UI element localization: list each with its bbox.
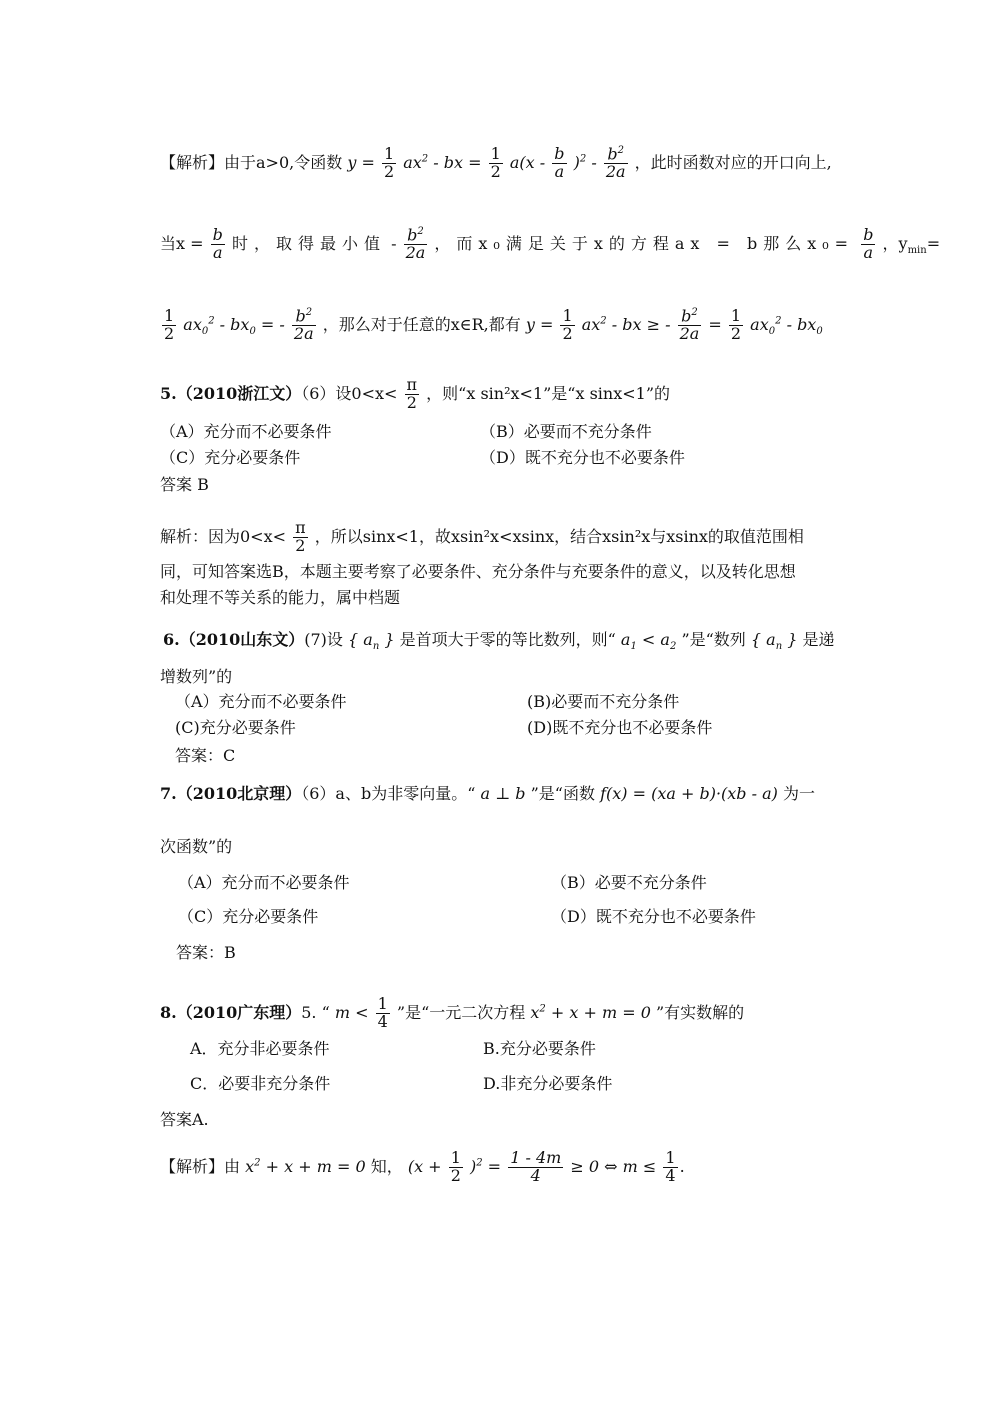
analysis4-min-text: 时，取得最小值: [231, 233, 386, 253]
q7-option-c: （C）充分必要条件: [178, 907, 319, 926]
q8-analysis-a: 【解析】由: [160, 1156, 241, 1176]
formula-quadratic: $x^2 + x + m = 0$: [245, 1156, 366, 1176]
q6-stem-d: 是递: [802, 630, 835, 649]
minus-sign: -: [391, 233, 397, 253]
denominator: 2: [295, 535, 306, 555]
analysis4-suffix: ，此时函数对应的开口向上,: [634, 152, 832, 172]
fraction-discriminant: $\frac{1 - 4m}{4}$: [510, 1148, 562, 1185]
fraction-quarter: $\frac{1}{4}$: [665, 1148, 676, 1185]
fraction-half: $\frac{1}{2}$: [730, 306, 742, 343]
period: .: [679, 1156, 685, 1176]
fraction-b2-over-2a: $\frac{b^2}{2a}$: [679, 306, 700, 344]
fraction-pi-over-2: [293, 520, 308, 555]
question-number: 8.: [160, 1002, 177, 1022]
q6-stem-c: ”是“数列: [681, 630, 746, 649]
question-source: （2010浙江文）: [176, 383, 302, 403]
fraction-half: $\frac{1}{2}$: [383, 144, 395, 181]
q8-option-b: B.充分必要条件: [483, 1039, 596, 1058]
formula-a-x: a(x -: [509, 152, 546, 172]
q7-option-b: （B）必要不充分条件: [551, 873, 707, 892]
q7-answer: 答案：B: [176, 943, 236, 962]
q8-option-d: D.非充分必要条件: [483, 1074, 613, 1093]
formula-m-lt: m <: [334, 1002, 369, 1022]
q5-analysis-line1: [160, 520, 804, 555]
fraction-b2-over-2a: $\frac{b^2}{2a}$: [293, 306, 314, 344]
analysis4-prefix: 【解析】由于a>0,令函数: [160, 152, 343, 172]
formula-ax0: $ax_0^2 - bx_0$ = -: [183, 314, 285, 338]
q5-analysis-line3: 和处理不等关系的能力，属中档题: [160, 588, 401, 607]
q8-stem: [160, 996, 744, 1031]
q7-stem-c: 为一: [782, 784, 815, 803]
question-source: （2010广东理）: [176, 1002, 302, 1022]
formula-ax2-bx: $ax^2$ - bx =: [403, 152, 482, 172]
formula-an: { $a_n$ }: [348, 630, 395, 653]
fraction-b2-over-2a: $\frac{b^2}{2a}$: [405, 225, 426, 263]
equals-sign: =: [708, 314, 722, 334]
q8-analysis-b: 知，: [370, 1156, 403, 1176]
q7-option-a: （A）充分而不必要条件: [178, 873, 350, 892]
q6-stem-a: (7)设: [304, 630, 343, 649]
question-source: （2010山东文）: [179, 630, 305, 649]
formula-y: y =: [347, 152, 375, 172]
q6-option-d: (D)既不充分也不必要条件: [527, 718, 713, 737]
pi-symbol: π: [406, 375, 418, 394]
q8-option-c: C．必要非充分条件: [190, 1074, 331, 1093]
q5-stem-b: ，则“x sin²x<1”是“x sinx<1”的: [426, 383, 670, 403]
q7-stem-line2: 次函数”的: [160, 837, 233, 856]
analysis4-min-subscript: min: [907, 245, 927, 257]
fraction-b2-over-2a: $\frac{b^2}{2a}$: [605, 144, 626, 182]
fraction-half: $\frac{1}{2}$: [450, 1148, 461, 1185]
q6-stem-line2: 增数列”的: [160, 667, 233, 686]
formula-square-eq: )$^2$ =: [469, 1156, 502, 1176]
analysis4-line2: [160, 227, 940, 262]
formula-fx: f(x) = (xa + b)·(xb - a): [600, 784, 778, 803]
q5-option-c: （C）充分必要条件: [160, 448, 301, 467]
q6-option-c: (C)充分必要条件: [175, 718, 296, 737]
question-number: 6.: [163, 630, 180, 649]
question-number: 5.: [160, 383, 177, 403]
analysis4-line1: [160, 146, 832, 181]
formula-an: { $a_n$ }: [750, 630, 798, 653]
fraction-half: $\frac{1}{2}$: [562, 306, 573, 343]
fraction-b-over-a: $\frac{b}{a}$: [554, 144, 565, 181]
fraction-b-over-a: $\frac{b}{a}$: [212, 225, 223, 262]
q7-option-d: （D）既不充分也不必要条件: [551, 907, 756, 926]
question-source: （2010北京理）: [176, 784, 302, 803]
q8-stem-b: ”是“一元二次方程: [396, 1002, 526, 1022]
q8-stem-a: 5. “: [301, 1002, 330, 1022]
fraction-half: $\frac{1}{2}$: [490, 144, 501, 181]
q5-stem-a: （6）设0<x<: [301, 383, 398, 403]
analysis4-ymin: ，y: [882, 233, 908, 253]
q6-option-a: （A）充分而不必要条件: [175, 692, 347, 711]
q6-stem-b: 是首项大于零的等比数列，则“: [399, 630, 616, 649]
fraction-quarter: $\frac{1}{4}$: [377, 994, 388, 1031]
q5-stem: [160, 377, 670, 412]
pi-symbol: π: [295, 518, 306, 537]
q5-analysis-b: ，所以sinx<1，故xsin²x<xsinx，结合xsin²x与xsinx的取值范围相: [314, 526, 804, 546]
formula-iff: ≥ 0 ⇔ m ≤: [570, 1156, 657, 1176]
formula-y: y =: [525, 314, 554, 334]
q6-option-b: (B)必要而不充分条件: [527, 692, 680, 711]
q5-option-b: （B）必要而不充分条件: [480, 422, 652, 441]
formula-a1-lt-a2: $a_1 < a_2$: [620, 630, 677, 653]
q8-option-a: A．充分非必要条件: [190, 1039, 330, 1058]
formula-ax2-bx-ge: $ax^2$ - bx ≥ -: [581, 314, 671, 334]
question-number: 7.: [160, 784, 177, 803]
fraction-half: $\frac{1}{2}$: [164, 306, 175, 343]
denominator: 2: [406, 392, 417, 412]
fraction-pi-over-2: [405, 377, 420, 412]
q5-option-d: （D）既不充分也不必要条件: [480, 448, 685, 467]
analysis4-eq: =: [926, 233, 941, 253]
q5-option-a: （A）充分而不必要条件: [160, 422, 332, 441]
q7-stem-a: （6）a、b为非零向量。“: [301, 784, 476, 803]
analysis4-line3: [160, 308, 823, 343]
q8-analysis: [160, 1150, 685, 1185]
q6-answer: 答案：C: [175, 746, 236, 765]
analysis4-when: 当x =: [160, 233, 204, 253]
q6-stem: [163, 632, 835, 652]
analysis4-forall: ，那么对于任意的x∈R,都有: [322, 314, 521, 334]
q8-answer: 答案A.: [160, 1110, 209, 1129]
fraction-b-over-a: $\frac{b}{a}$: [863, 225, 874, 262]
q8-stem-c: ”有实数解的: [656, 1002, 745, 1022]
formula-square: )$^2$ -: [573, 152, 597, 172]
formula-quadratic: $x^2 + x + m = 0$: [530, 1002, 651, 1022]
q7-stem: [160, 786, 815, 802]
q5-analysis-line2: 同，可知答案选B，本题主要考察了必要条件、充分条件与充要条件的意义，以及转化思想: [160, 562, 796, 581]
analysis4-x0-text: ，而x₀满足关于x的方程ax = b那么x₀=: [434, 233, 855, 253]
q7-stem-b: ”是“函数: [530, 784, 595, 803]
q5-analysis-a: 解析：因为0<x<: [160, 526, 287, 546]
formula-ax0-bx0: $ax_0^2 - bx_0$: [750, 314, 823, 338]
formula-a-perp-b: a ⊥ b: [480, 784, 526, 803]
q5-answer: 答案 B: [160, 475, 209, 494]
formula-completed-square: (x +: [407, 1156, 442, 1176]
